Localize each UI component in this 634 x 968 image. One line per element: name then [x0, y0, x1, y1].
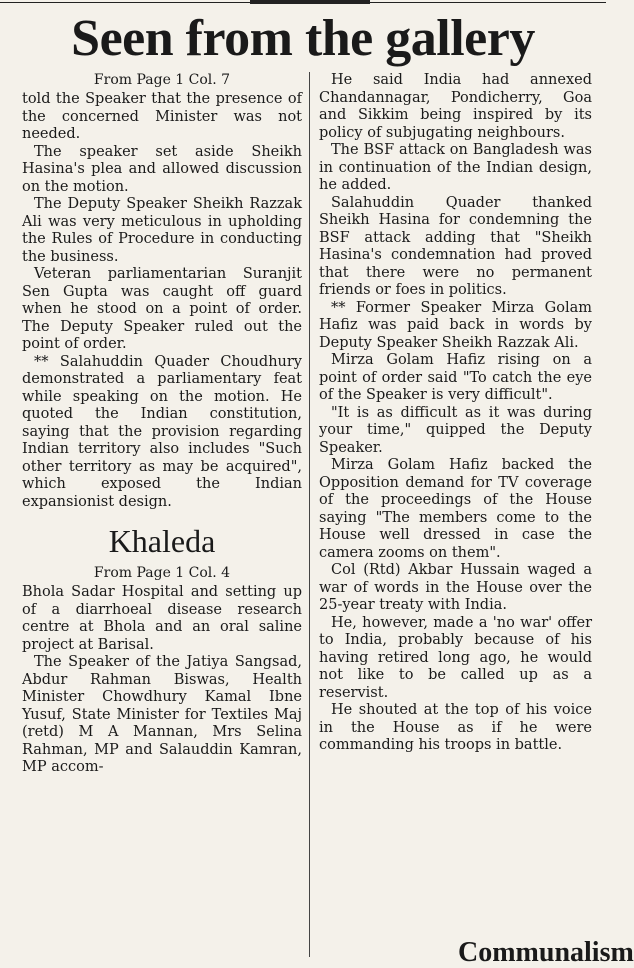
top-rule	[0, 0, 606, 6]
cut-off-headline	[458, 937, 634, 968]
top-rule-block	[250, 0, 370, 4]
paragraph: Mirza Golam Hafiz rising on a point of order said "To catch the eye of the Speaker is very difficult".	[319, 352, 592, 403]
paragraph: The Deputy Speaker Sheikh Razzak Ali was very meticulous in upholding the Rules of Procedure in conducting the business.	[22, 196, 302, 265]
page-headline: Seen from the gallery	[71, 10, 535, 67]
column-divider	[309, 72, 310, 957]
paragraph: "It is as difficult as it was during your time," quipped the Deputy Speaker.	[319, 404, 592, 456]
cut-off-headline-text: Communalism	[458, 937, 634, 968]
paragraph: He, however, made a 'no war' offer to India, probably because of his having retired long ago, he would not like to be called up as a reservist.	[319, 614, 592, 701]
paragraph: ** Former Speaker Mirza Golam Hafiz was paid back in words by Deputy Speaker Sheikh Razzak Ali.	[319, 299, 592, 351]
paragraph: ** Salahuddin Quader Choudhury demonstrated a parliamentary feat while speaking on the motion. He quoted the Indian constitution, saying that the provision regarding Indian territory also includes "Such other territory as may be acquired", which exposed the Indian expansionist design.	[22, 353, 302, 510]
paragraph: The BSF attack on Bangladesh was in continuation of the Indian design, he added.	[319, 142, 592, 193]
jump-line: From Page 1 Col. 4	[93, 565, 231, 581]
left-column	[22, 72, 302, 777]
story-headline-khaleda: Khaleda	[108, 523, 216, 559]
jump-line: From Page 1 Col. 7	[93, 72, 231, 88]
paragraph: Col (Rtd) Akbar Hussain waged a war of words in the House over the 25-year treaty with India.	[319, 562, 592, 613]
paragraph: Bhola Sadar Hospital and setting up of a diarrhoeal disease research centre at Bhola and an oral saline project at Barisal.	[22, 584, 302, 653]
paragraph: The speaker set aside Sheikh Hasina's plea and allowed discussion on the motion.	[22, 143, 302, 195]
paragraph: He said India had annexed Chandannagar, Pondicherry, Goa and Sikkim being inspired by its policy of subjugating neighbours.	[319, 72, 592, 141]
paragraph: Salahuddin Quader thanked Sheikh Hasina for condemning the BSF attack adding that "Sheikh Hasina's condemnation had proved that there were no permanent friends or foes in politics.	[319, 194, 592, 298]
paragraph: Mirza Golam Hafiz backed the Opposition demand for TV coverage of the proceedings of the House saying "The members come to the House well dressed in case the camera zooms on them".	[319, 457, 592, 561]
paragraph: told the Speaker that the presence of the concerned Minister was not needed.	[22, 91, 302, 142]
paragraph: He shouted at the top of his voice in the House as if he were commanding his troops in battle.	[319, 702, 592, 753]
right-column	[319, 72, 592, 755]
paragraph: The Speaker of the Jatiya Sangsad, Abdur Rahman Biswas, Health Minister Chowdhury Kamal Ibne Yusuf, State Minister for Textiles Maj (retd) M A Mannan, Mrs Selina Rahman, MP and Salauddin Kamran, MP accom-	[22, 654, 302, 775]
paragraph: Veteran parliamentarian Suranjit Sen Gupta was caught off guard when he stood on a point of order. The Deputy Speaker ruled out the point of order.	[22, 266, 302, 352]
